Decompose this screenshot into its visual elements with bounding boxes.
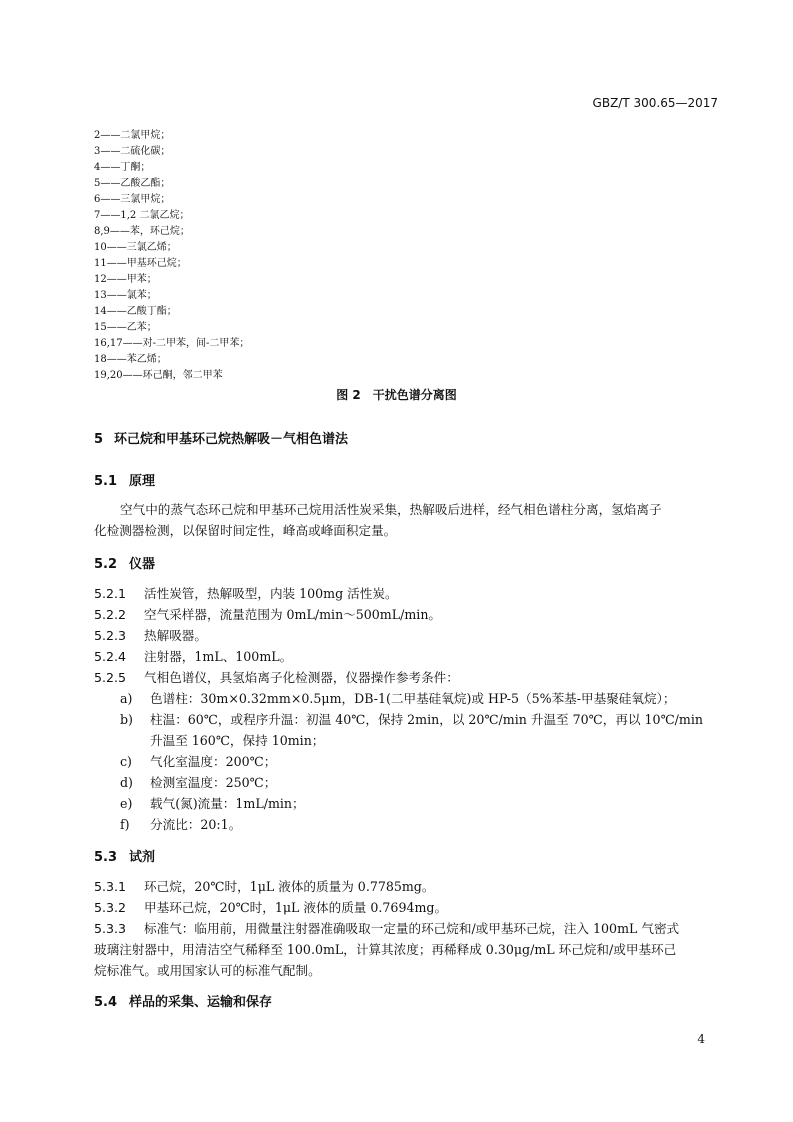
list-item-b [120, 709, 703, 751]
section-number: 5.1 [94, 474, 118, 489]
list-label: e) [120, 796, 133, 811]
section-number: 5 [94, 432, 104, 447]
legend-item: 6——三氯甲烷； [94, 194, 171, 205]
legend-item: 13——氯苯； [94, 290, 157, 301]
section-number: 5.4 [94, 995, 118, 1010]
section-5-3-heading [94, 846, 155, 865]
principle-paragraph [94, 499, 719, 541]
legend-item: 10——三氯乙烯； [94, 242, 177, 253]
paragraph-line: 空气中的蒸气态环己烷和甲基环己烷用活性炭采集，热解吸后进样，经气相色谱柱分离，氢焰离子 [120, 502, 662, 517]
list-item-a [120, 688, 675, 707]
legend-item: 4——丁酮； [94, 162, 151, 173]
legend-item: 15——乙苯； [94, 322, 157, 333]
legend-item: 3——二硫化碳； [94, 146, 171, 157]
section-5-1-heading [94, 470, 155, 489]
clause-5-2-5 [94, 667, 459, 686]
section-title: 样品的采集、运输和保存 [129, 995, 273, 1010]
figure-legend [94, 128, 249, 384]
list-text: 柱温：60℃，或程序升温：初温 40℃，保持 2min，以 20℃/min 升温至 70℃，再以 10℃/min [150, 712, 703, 727]
clause-number: 5.3.2 [94, 900, 127, 915]
clause-text: 空气采样器，流量范围为 0mL/min～500mL/min。 [144, 607, 442, 622]
section-title: 试剂 [129, 850, 156, 865]
list-label: b) [120, 712, 133, 727]
list-label: d) [120, 775, 133, 790]
section-title: 原理 [129, 474, 156, 489]
clause-5-3-3 [94, 918, 679, 981]
clause-5-3-2 [94, 897, 447, 916]
section-title: 环己烷和甲基环己烷热解吸－气相色谱法 [114, 432, 349, 447]
clause-number: 5.2.3 [94, 628, 127, 643]
clause-text: 标准气：临用前，用微量注射器准确吸取一定量的环己烷和/或甲基环己烷，注入 100mL 气密式 [144, 921, 680, 936]
list-text-continued: 升温至 160℃，保持 10min； [150, 733, 325, 748]
paragraph-line: 化检测器检测，以保留时间定性，峰高或峰面积定量。 [94, 523, 397, 538]
legend-item: 19,20——环己酮，邻二甲苯 [94, 370, 223, 381]
clause-text-continued: 玻璃注射器中，用清洁空气稀释至 100.0mL，计算其浓度；再稀释成 0.30μg/mL 环己烷和/或甲基环己 [94, 942, 677, 957]
legend-item: 8,9——苯，环己烷； [94, 226, 190, 237]
clause-5-2-1 [94, 583, 398, 602]
list-text: 气化室温度：200℃； [150, 754, 277, 769]
legend-item: 14——乙酸丁酯； [94, 306, 177, 317]
clause-number: 5.2.2 [94, 607, 127, 622]
list-item-d [120, 772, 276, 791]
clause-number: 5.2.1 [94, 586, 127, 601]
section-5-heading [94, 428, 348, 447]
section-title: 仪器 [129, 557, 156, 572]
clause-text-continued: 烷标准气。或用国家认可的标准气配制。 [94, 963, 321, 978]
list-item-f [120, 814, 241, 833]
clause-text: 注射器，1mL、100mL。 [144, 649, 293, 664]
clause-5-2-4 [94, 646, 292, 665]
figure-caption: 图 2 干扰色谱分离图 [336, 388, 457, 402]
list-text: 色谱柱：30m×0.32mm×0.5μm，DB-1(二甲基硅氧烷)或 HP-5（5%苯基-甲基聚硅氧烷）； [150, 691, 676, 706]
list-label: a) [120, 691, 133, 706]
clause-text: 活性炭管，热解吸型，内装 100mg 活性炭。 [144, 586, 398, 601]
doc-code-header: GBZ/T 300.65—2017 [592, 96, 718, 110]
clause-5-3-1 [94, 876, 434, 895]
clause-number: 5.3.3 [94, 921, 127, 936]
section-number: 5.3 [94, 850, 118, 865]
clause-number: 5.3.1 [94, 879, 127, 894]
clause-number: 5.2.5 [94, 670, 127, 685]
clause-text: 气相色谱仪，具氢焰离子化检测器，仪器操作参考条件： [144, 670, 459, 685]
list-item-e [120, 793, 305, 812]
clause-5-2-3 [94, 625, 207, 644]
list-label: c) [120, 754, 132, 769]
legend-item: 16,17——对-二甲苯，间-二甲苯； [94, 338, 250, 349]
legend-item: 5——乙酸乙酯； [94, 178, 171, 189]
clause-5-2-2 [94, 604, 441, 623]
list-label: f) [120, 817, 130, 832]
list-item-c [120, 751, 276, 770]
clause-text: 环己烷，20℃时，1μL 液体的质量为 0.7785mg。 [144, 879, 435, 894]
legend-item: 11——甲基环己烷； [94, 258, 187, 269]
clause-text: 热解吸器。 [144, 628, 207, 643]
clause-text: 甲基环己烷，20℃时，1μL 液体的质量 0.7694mg。 [144, 900, 448, 915]
list-text: 载气(氮)流量：1mL/min； [150, 796, 305, 811]
clause-number: 5.2.4 [94, 649, 127, 664]
section-5-4-heading [94, 991, 272, 1010]
legend-item: 12——甲苯； [94, 274, 157, 285]
legend-item: 2——二氯甲烷； [94, 130, 171, 141]
legend-item: 7——1,2 二氯乙烷； [94, 210, 190, 221]
page-number: 4 [697, 1032, 705, 1046]
list-text: 分流比：20:1。 [150, 817, 242, 832]
section-number: 5.2 [94, 557, 118, 572]
section-5-2-heading [94, 553, 155, 572]
legend-item: 18——苯乙烯； [94, 354, 167, 365]
list-text: 检测室温度：250℃； [150, 775, 277, 790]
